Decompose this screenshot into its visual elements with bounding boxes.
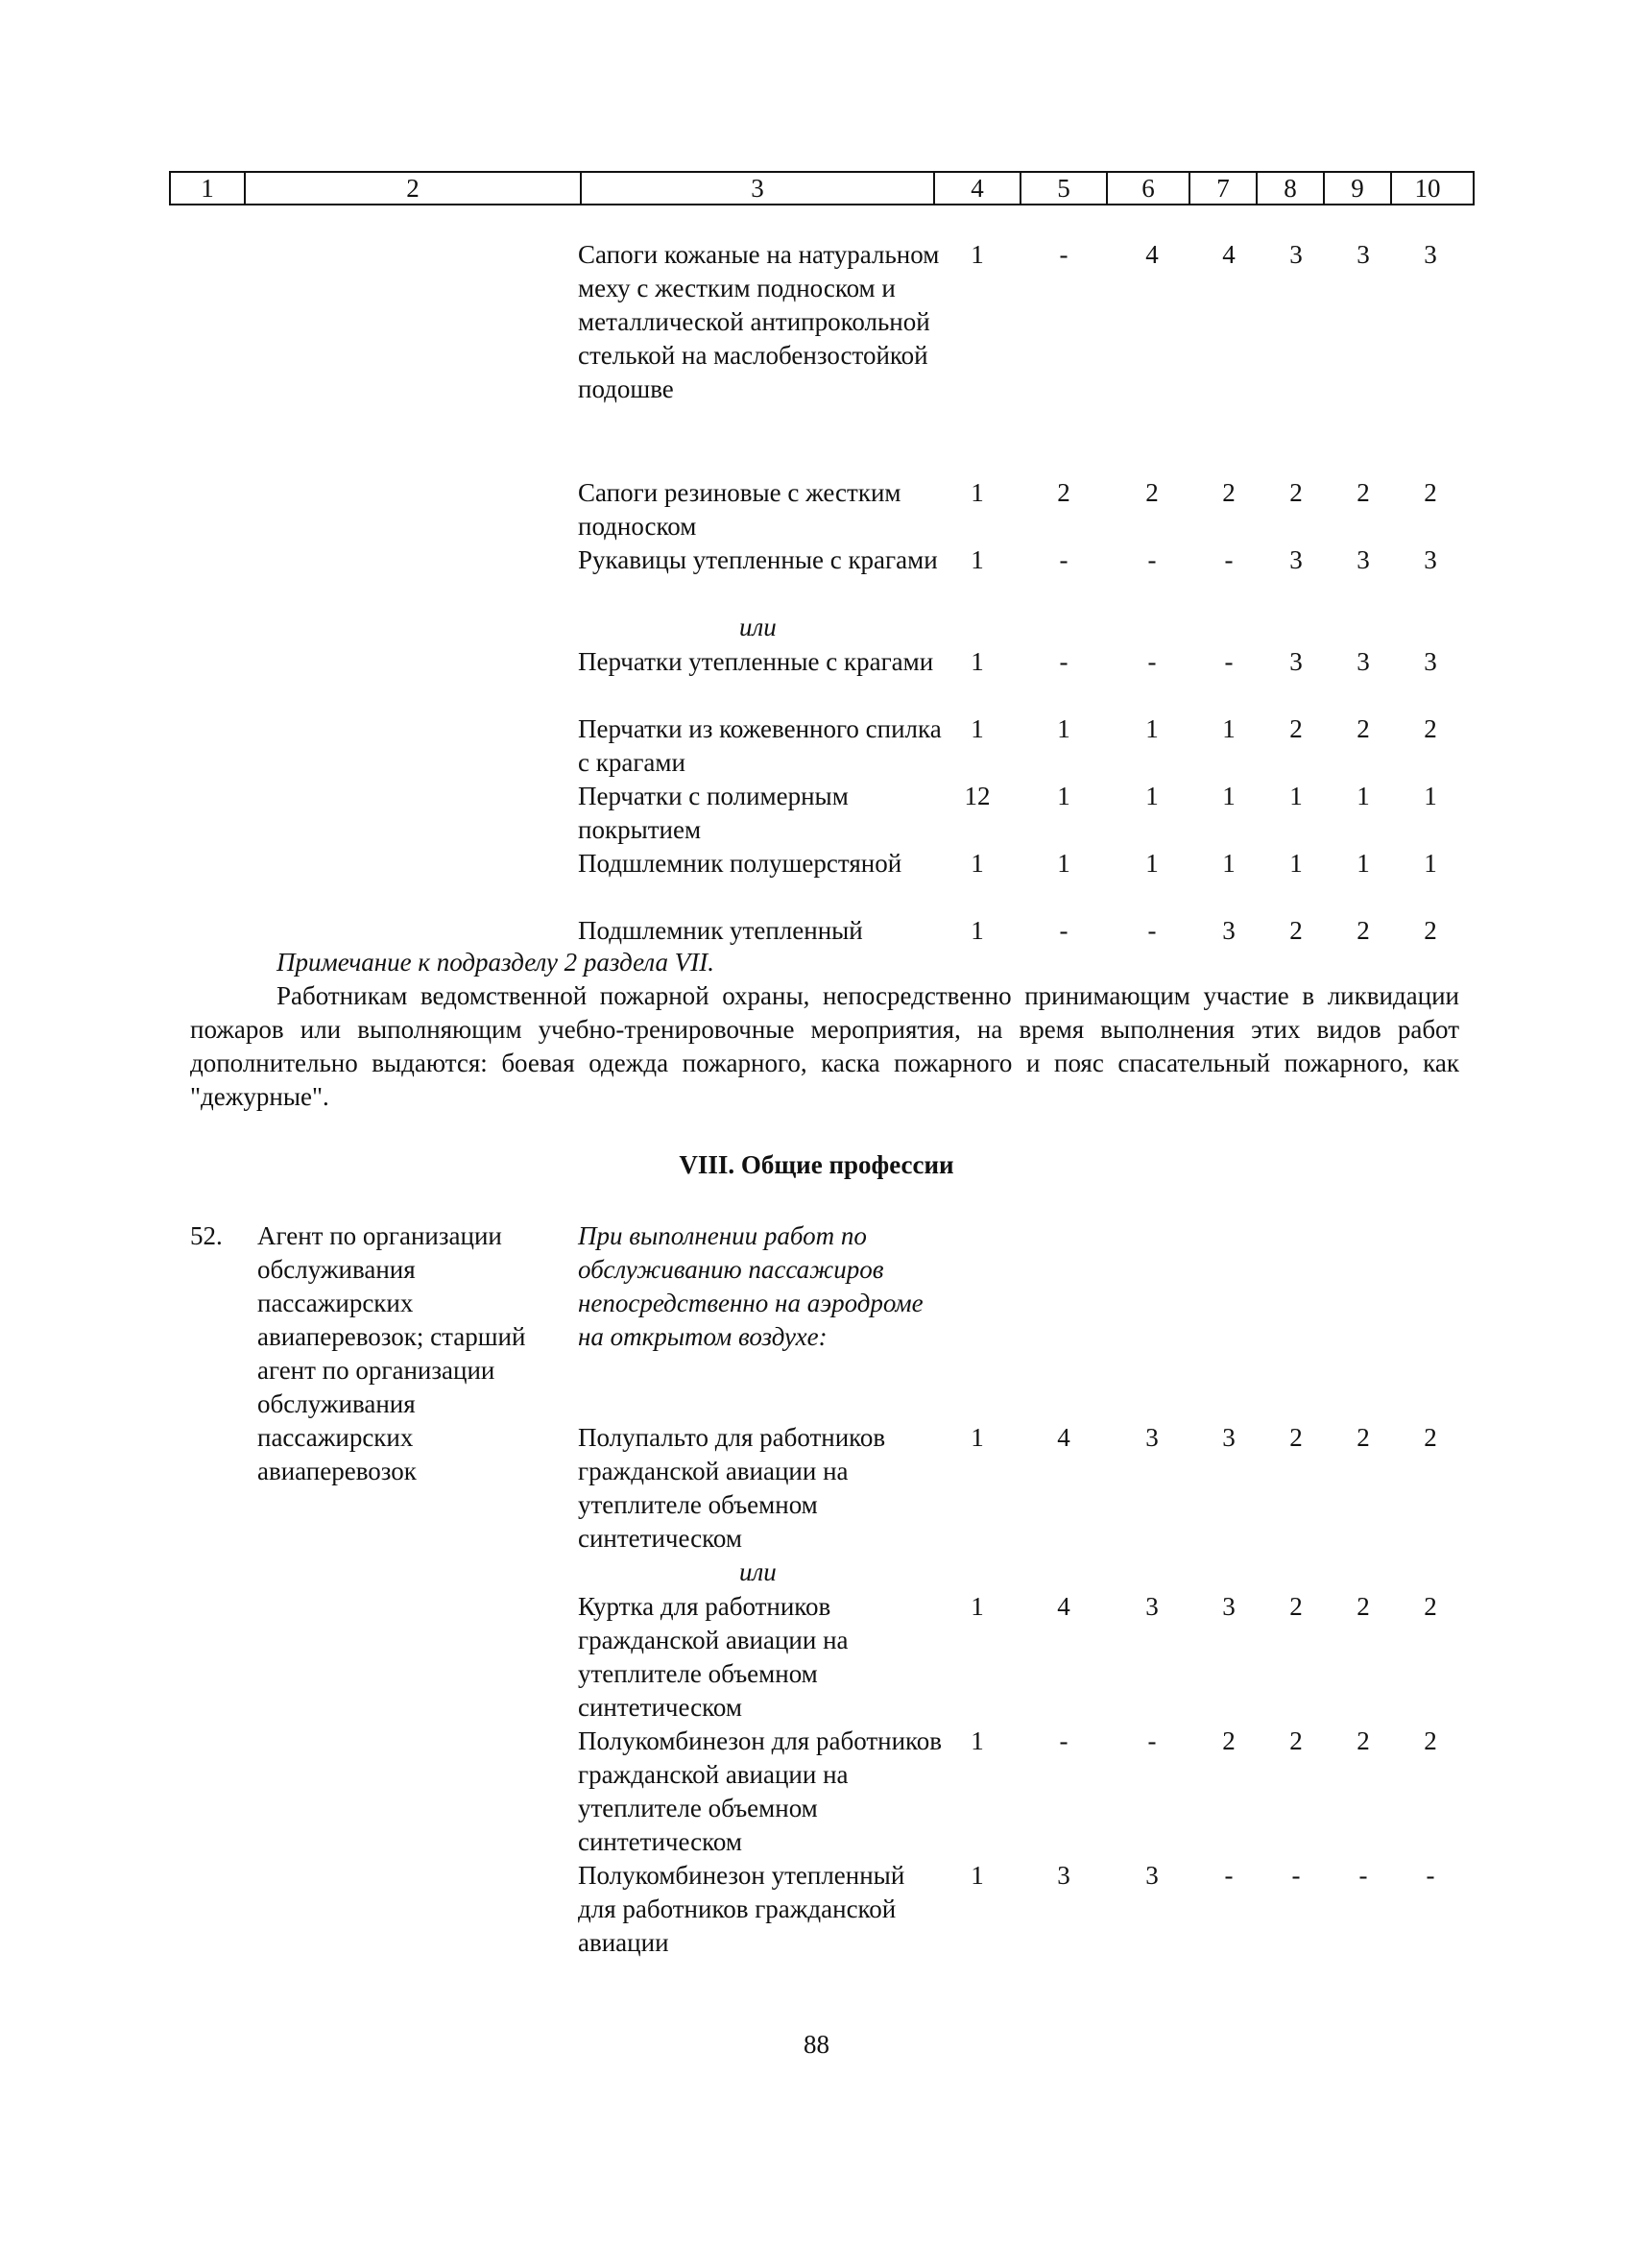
value-col-8: 2: [1289, 916, 1303, 945]
header-col-10: 10: [1390, 173, 1463, 204]
value-col-8: 2: [1289, 1726, 1303, 1755]
value-col-6: -: [1147, 1726, 1157, 1755]
value-col-6: 1: [1145, 849, 1159, 878]
or-separator: или: [739, 1557, 777, 1586]
entry-number: 52.: [190, 1221, 223, 1250]
header-col-8: 8: [1256, 173, 1323, 204]
value-col-7: -: [1224, 1861, 1234, 1890]
value-col-10: 2: [1424, 916, 1437, 945]
value-col-8: -: [1291, 1861, 1301, 1890]
value-col-6: 4: [1145, 240, 1159, 269]
value-col-7: 4: [1222, 240, 1236, 269]
item-name: Рукавицы утепленные с крагами: [578, 545, 938, 574]
header-col-7: 7: [1189, 173, 1256, 204]
value-col-10: 1: [1424, 782, 1437, 810]
item-name: Подшлемник утепленный: [578, 916, 863, 945]
value-col-6: 2: [1145, 478, 1159, 507]
value-col-7: 2: [1222, 1726, 1236, 1755]
value-col-10: 2: [1424, 714, 1437, 743]
item-name: Перчатки из кожевенного спилка с крагами: [578, 714, 942, 777]
value-col-7: 3: [1222, 916, 1236, 945]
value-col-8: 2: [1289, 1592, 1303, 1621]
section-title: VIII. Общие профессии: [679, 1150, 954, 1179]
value-col-4: 1: [971, 478, 984, 507]
value-col-9: 1: [1357, 782, 1370, 810]
note-paragraph: [190, 979, 1459, 1114]
value-col-7: 1: [1222, 849, 1236, 878]
value-col-9: 3: [1357, 240, 1370, 269]
value-col-9: 2: [1357, 1726, 1370, 1755]
value-col-10: 3: [1424, 647, 1437, 676]
value-col-9: 1: [1357, 849, 1370, 878]
value-col-4: 1: [971, 714, 984, 743]
header-col-5: 5: [1020, 173, 1106, 204]
value-col-6: 1: [1145, 714, 1159, 743]
value-col-6: 3: [1145, 1861, 1159, 1890]
value-col-8: 3: [1289, 647, 1303, 676]
profession-name: Агент по организации обслуживания пассажирских авиаперевозок; старший агент по организации обслуживания пассажирских авиаперевозок: [257, 1221, 526, 1485]
value-col-6: -: [1147, 545, 1157, 574]
value-col-5: -: [1059, 1726, 1069, 1755]
value-col-8: 2: [1289, 1423, 1303, 1452]
value-col-5: -: [1059, 916, 1069, 945]
value-col-10: -: [1426, 1861, 1435, 1890]
value-col-4: 1: [971, 545, 984, 574]
value-col-7: 3: [1222, 1423, 1236, 1452]
item-name: Полупальто для работников гражданской авиации на утеплителе объемном синтетическом: [578, 1423, 886, 1553]
item-name: Полукомбинезон для работников гражданской авиации на утеплителе объемном синтетическом: [578, 1726, 943, 1856]
value-col-8: 2: [1289, 478, 1303, 507]
value-col-5: -: [1059, 545, 1069, 574]
value-col-10: 2: [1424, 478, 1437, 507]
value-col-7: 2: [1222, 478, 1236, 507]
value-col-6: 3: [1145, 1592, 1159, 1621]
value-col-7: 3: [1222, 1592, 1236, 1621]
value-col-6: -: [1147, 647, 1157, 676]
value-col-4: 12: [964, 782, 991, 810]
value-col-6: -: [1147, 916, 1157, 945]
value-col-4: 1: [971, 849, 984, 878]
value-col-5: 1: [1057, 714, 1070, 743]
value-col-5: 4: [1057, 1423, 1070, 1452]
value-col-10: 2: [1424, 1423, 1437, 1452]
page-number: 88: [804, 2030, 829, 2059]
value-col-8: 3: [1289, 240, 1303, 269]
header-col-4: 4: [933, 173, 1020, 204]
item-name: Подшлемник полушерстяной: [578, 849, 902, 878]
value-col-8: 3: [1289, 545, 1303, 574]
value-col-7: -: [1224, 545, 1234, 574]
value-col-9: -: [1358, 1861, 1368, 1890]
value-col-4: 1: [971, 916, 984, 945]
value-col-5: -: [1059, 647, 1069, 676]
or-separator: или: [739, 613, 777, 641]
item-name: Перчатки с полимерным покрытием: [578, 782, 849, 844]
value-col-7: 1: [1222, 714, 1236, 743]
value-col-9: 2: [1357, 1423, 1370, 1452]
value-col-9: 3: [1357, 647, 1370, 676]
header-col-1: 1: [201, 174, 214, 203]
item-name: Перчатки утепленные с крагами: [578, 647, 934, 676]
value-col-10: 3: [1424, 240, 1437, 269]
value-col-4: 1: [971, 1423, 984, 1452]
value-col-9: 2: [1357, 714, 1370, 743]
item-name: Полукомбинезон утепленный для работников гражданской авиации: [578, 1861, 905, 1957]
header-col-2: 2: [244, 173, 580, 204]
item-name: Куртка для работников гражданской авиации на утеплителе объемном синтетическом: [578, 1592, 849, 1722]
value-col-4: 1: [971, 1861, 984, 1890]
value-col-6: 3: [1145, 1423, 1159, 1452]
table-header-row: [169, 171, 1475, 205]
value-col-7: 1: [1222, 782, 1236, 810]
value-col-8: 2: [1289, 714, 1303, 743]
work-condition: При выполнении работ по обслуживанию пассажиров непосредственно на аэродроме на открытом воздухе:: [578, 1221, 924, 1351]
value-col-10: 2: [1424, 1592, 1437, 1621]
value-col-10: 1: [1424, 849, 1437, 878]
value-col-5: 3: [1057, 1861, 1070, 1890]
note-text: Работникам ведомственной пожарной охраны, непосредственно принимающим участие в ликвидации пожаров или выполняющим учебно-тренировочные мероприятия, на время выполнения этих видов работ дополнительно выдаются: боевая одежда пожарного, каска пожарного и пояс спасательный пожарного, как "дежурные".: [190, 981, 1459, 1111]
value-col-8: 1: [1289, 782, 1303, 810]
value-col-7: -: [1224, 647, 1234, 676]
value-col-6: 1: [1145, 782, 1159, 810]
value-col-4: 1: [971, 240, 984, 269]
value-col-10: 3: [1424, 545, 1437, 574]
value-col-4: 1: [971, 1726, 984, 1755]
item-name: Сапоги кожаные на натуральном меху с жестким подноском и металлической антипрокольной стелькой на маслобензостойкой подошве: [578, 240, 940, 403]
note-title: Примечание к подразделу 2 раздела VII.: [276, 948, 714, 977]
value-col-9: 2: [1357, 1592, 1370, 1621]
value-col-9: 3: [1357, 545, 1370, 574]
value-col-5: 2: [1057, 478, 1070, 507]
value-col-4: 1: [971, 1592, 984, 1621]
value-col-5: 1: [1057, 782, 1070, 810]
header-col-9: 9: [1323, 173, 1390, 204]
item-name: Сапоги резиновые с жестким подноском: [578, 478, 901, 541]
value-col-4: 1: [971, 647, 984, 676]
value-col-10: 2: [1424, 1726, 1437, 1755]
header-col-6: 6: [1106, 173, 1189, 204]
value-col-8: 1: [1289, 849, 1303, 878]
header-col-3: 3: [580, 173, 933, 204]
value-col-5: 4: [1057, 1592, 1070, 1621]
value-col-9: 2: [1357, 916, 1370, 945]
value-col-9: 2: [1357, 478, 1370, 507]
value-col-5: -: [1059, 240, 1069, 269]
value-col-5: 1: [1057, 849, 1070, 878]
